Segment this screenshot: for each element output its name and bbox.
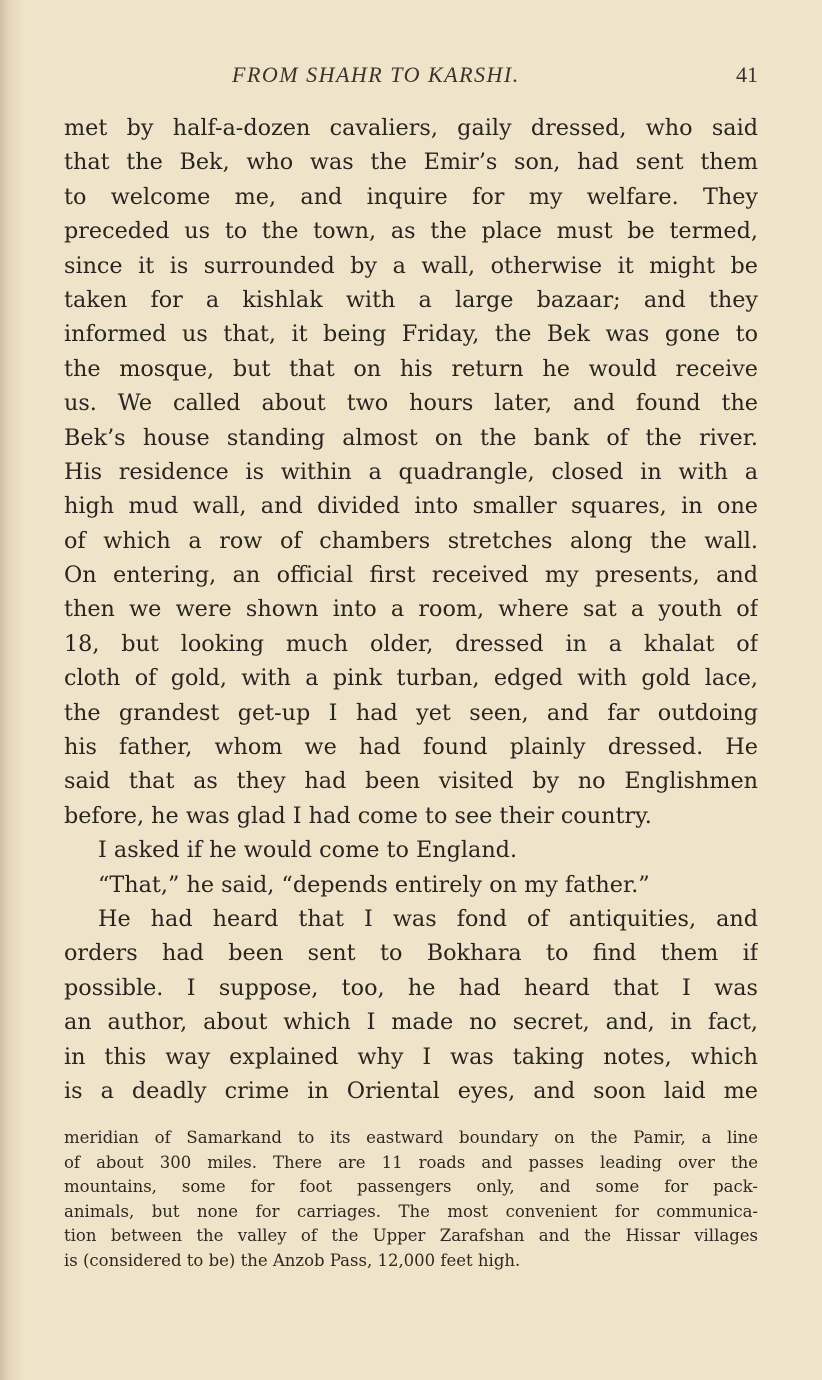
text-line: cloth of gold, with a pink turban, edged with gold lace, <box>64 665 758 692</box>
text-line: informed us that, it being Friday, the Bek was gone to <box>64 321 758 348</box>
text-line: is a deadly crime in Oriental eyes, and soon laid me <box>64 1077 758 1104</box>
footnote-line: tion between the valley of the Upper Zarafshan and the Hissar villages <box>64 1226 758 1246</box>
text-line: taken for a kishlak with a large bazaar; and they <box>64 286 758 313</box>
text-line: “That,” he said, “depends entirely on my father.” <box>98 871 650 898</box>
footnote-line: is (considered to be) the Anzob Pass, 12,000 feet high. <box>64 1250 521 1270</box>
footnote-line: of about 300 miles. There are 11 roads and passes leading over the <box>64 1152 758 1172</box>
text-line: before, he was glad I had come to see their country. <box>64 802 652 829</box>
text-line: the grandest get-up I had yet seen, and far outdoing <box>64 699 758 726</box>
text-line: 18, but looking much older, dressed in a khalat of <box>64 630 758 657</box>
text-line: an author, about which I made no secret, and, in fact, <box>64 1009 758 1036</box>
text-line: His residence is within a quadrangle, closed in with a <box>64 458 758 485</box>
main-text <box>64 111 758 1108</box>
text-line: Bek’s house standing almost on the bank of the river. <box>64 424 758 451</box>
text-line: then we were shown into a room, where sat a youth of <box>64 596 758 623</box>
footnote <box>64 1126 758 1274</box>
text-line: the mosque, but that on his return he would receive <box>64 355 758 382</box>
footnote-line: animals, but none for carriages. The most convenient for communica- <box>64 1201 758 1221</box>
text-line: He had heard that I was fond of antiquities, and <box>98 905 758 932</box>
text-line: orders had been sent to Bokhara to find them if <box>64 940 758 967</box>
text-line: in this way explained why I was taking notes, which <box>64 1043 758 1070</box>
text-line: to welcome me, and inquire for my welfare. They <box>64 183 758 210</box>
text-line: met by half-a-dozen cavaliers, gaily dressed, who said <box>64 115 758 141</box>
footnote-line: mountains, some for foot passengers only, and some for pack- <box>64 1177 758 1197</box>
running-head-title: FROM SHAHR TO KARSHI. <box>232 62 520 87</box>
text-line: since it is surrounded by a wall, otherwise it might be <box>64 252 758 279</box>
text-line: said that as they had been visited by no Englishmen <box>64 768 758 795</box>
text-line: high mud wall, and divided into smaller squares, in one <box>64 493 758 520</box>
page-number: 41 <box>736 62 758 87</box>
footnote-line: meridian of Samarkand to its eastward boundary on the Pamir, a line <box>64 1128 758 1147</box>
text-line: his father, whom we had found plainly dressed. He <box>64 734 758 761</box>
text-line: that the Bek, who was the Emir’s son, had sent them <box>64 149 758 176</box>
text-line: On entering, an official first received my presents, and <box>64 562 758 589</box>
text-line: of which a row of chambers stretches along the wall. <box>64 527 758 554</box>
text-line: preceded us to the town, as the place must be termed, <box>64 218 758 245</box>
text-line: us. We called about two hours later, and found the <box>64 390 758 417</box>
text-line: I asked if he would come to England. <box>98 837 518 864</box>
text-line: possible. I suppose, too, he had heard that I was <box>64 974 758 1001</box>
